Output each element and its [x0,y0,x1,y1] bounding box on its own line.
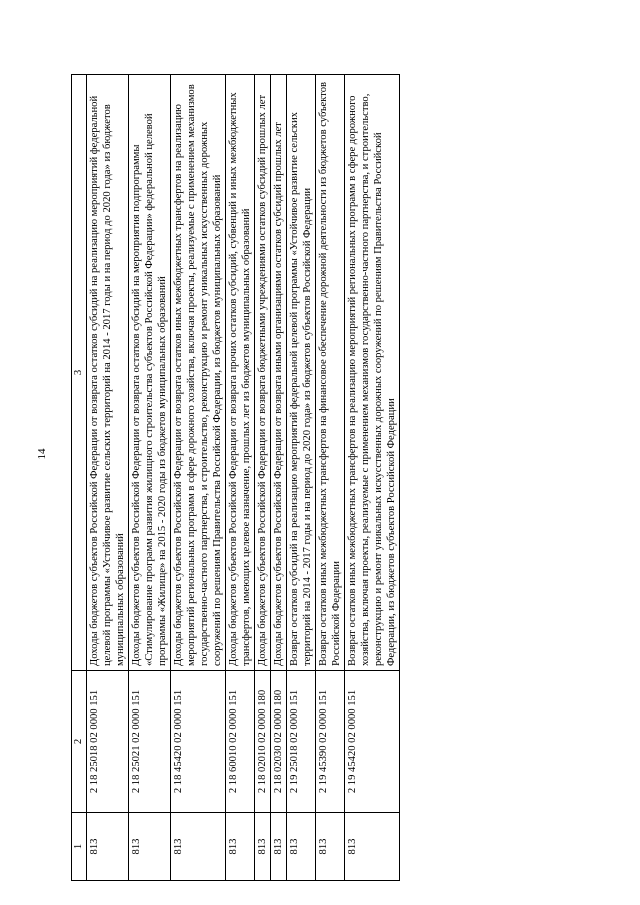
budget-code-cell: 2 19 25018 02 0000 151 [287,671,316,813]
admin-code-cell: 813 [87,813,129,881]
header-col-2: 2 [72,671,87,813]
table-row [171,75,226,881]
admin-code-cell: 813 [316,813,345,881]
table-row [345,75,400,881]
income-name-cell: Доходы бюджетов субъектов Российской Федерации от возврата остатков иных межбюджетных трансфертов на реализацию мероприятий региональных программ в сфере дорожного хозяйства, включая проекты, реализуемые с применением механизмов государственно-частного партнерства, и строительство, реконструкцию и ремонт уникальных искусственных дорожных сооружений по решениям Правительства Российской Федерации, из бюджетов муниципальных образований [171,75,226,671]
admin-code-cell: 813 [271,813,287,881]
income-codes-table [71,74,400,881]
budget-code-cell: 2 18 45420 02 0000 151 [171,671,226,813]
budget-code-cell: 2 19 45420 02 0000 151 [345,671,400,813]
budget-code-cell: 2 18 02030 02 0000 180 [271,671,287,813]
table-row [87,75,129,881]
budget-code-cell: 2 18 25018 02 0000 151 [87,671,129,813]
budget-code-cell: 2 18 25021 02 0000 151 [129,671,171,813]
admin-code-cell: 813 [255,813,271,881]
header-col-3: 3 [72,75,87,671]
table-row [271,75,287,881]
admin-code-cell: 813 [345,813,400,881]
income-name-cell: Доходы бюджетов субъектов Российской Федерации от возврата остатков субсидий на мероприятия подпрограммы «Стимулирование программ развития жилищного строительства субъектов Российской Федерации» федеральной целевой программы «Жилище» на 2015 - 2020 годы из бюджетов муниципальных образований [129,75,171,671]
income-name-cell: Возврат остатков субсидий на реализацию мероприятий федеральной целевой программы «Устойчивое развитие сельских территорий на 2014 - 2017 годы и на период до 2020 года» из бюджетов субъектов Российской Федерации [287,75,316,671]
rotated-table-container [71,75,554,881]
admin-code-cell: 813 [287,813,316,881]
table-row [226,75,255,881]
admin-code-cell: 813 [226,813,255,881]
header-col-1: 1 [72,813,87,881]
income-name-cell: Доходы бюджетов субъектов Российской Федерации от возврата прочих остатков субсидий, субвенций и иных межбюджетных трансфертов, имеющих целевое назначение, прошлых лет из бюджетов муниципальных образований [226,75,255,671]
table-row [255,75,271,881]
income-name-cell: Доходы бюджетов субъектов Российской Федерации от возврата иными организациями остатков субсидий прошлых лет [271,75,287,671]
table-row [129,75,171,881]
budget-code-cell: 2 18 02010 02 0000 180 [255,671,271,813]
income-name-cell: Доходы бюджетов субъектов Российской Федерации от возврата остатков субсидий на реализацию мероприятий федеральной целевой программы «Устойчивое развитие сельских территорий на 2014 - 2017 годы и на период до 2020 года» из бюджетов муниципальных образований [87,75,129,671]
table-header-row [72,75,87,881]
page-number: 14 [36,448,48,460]
admin-code-cell: 813 [171,813,226,881]
table-row [287,75,316,881]
admin-code-cell: 813 [129,813,171,881]
table-row [316,75,345,881]
income-name-cell: Возврат остатков иных межбюджетных трансфертов на финансовое обеспечение дорожной деятельности из бюджетов субъектов Российской Федерации [316,75,345,671]
income-name-cell: Возврат остатков иных межбюджетных трансфертов на реализацию мероприятий региональных программ в сфере дорожного хозяйства, включая проекты, реализуемые с применением механизмов государственно-частного партнерства, и строительство, реконструкцию и ремонт уникальных искусственных дорожных сооружений по решениям Правительства Российской Федерации, из бюджетов субъектов Российской Федерации [345,75,400,671]
budget-code-cell: 2 19 45390 02 0000 151 [316,671,345,813]
income-name-cell: Доходы бюджетов субъектов Российской Федерации от возврата бюджетными учреждениями остатков субсидий прошлых лет [255,75,271,671]
budget-code-cell: 2 18 60010 02 0000 151 [226,671,255,813]
